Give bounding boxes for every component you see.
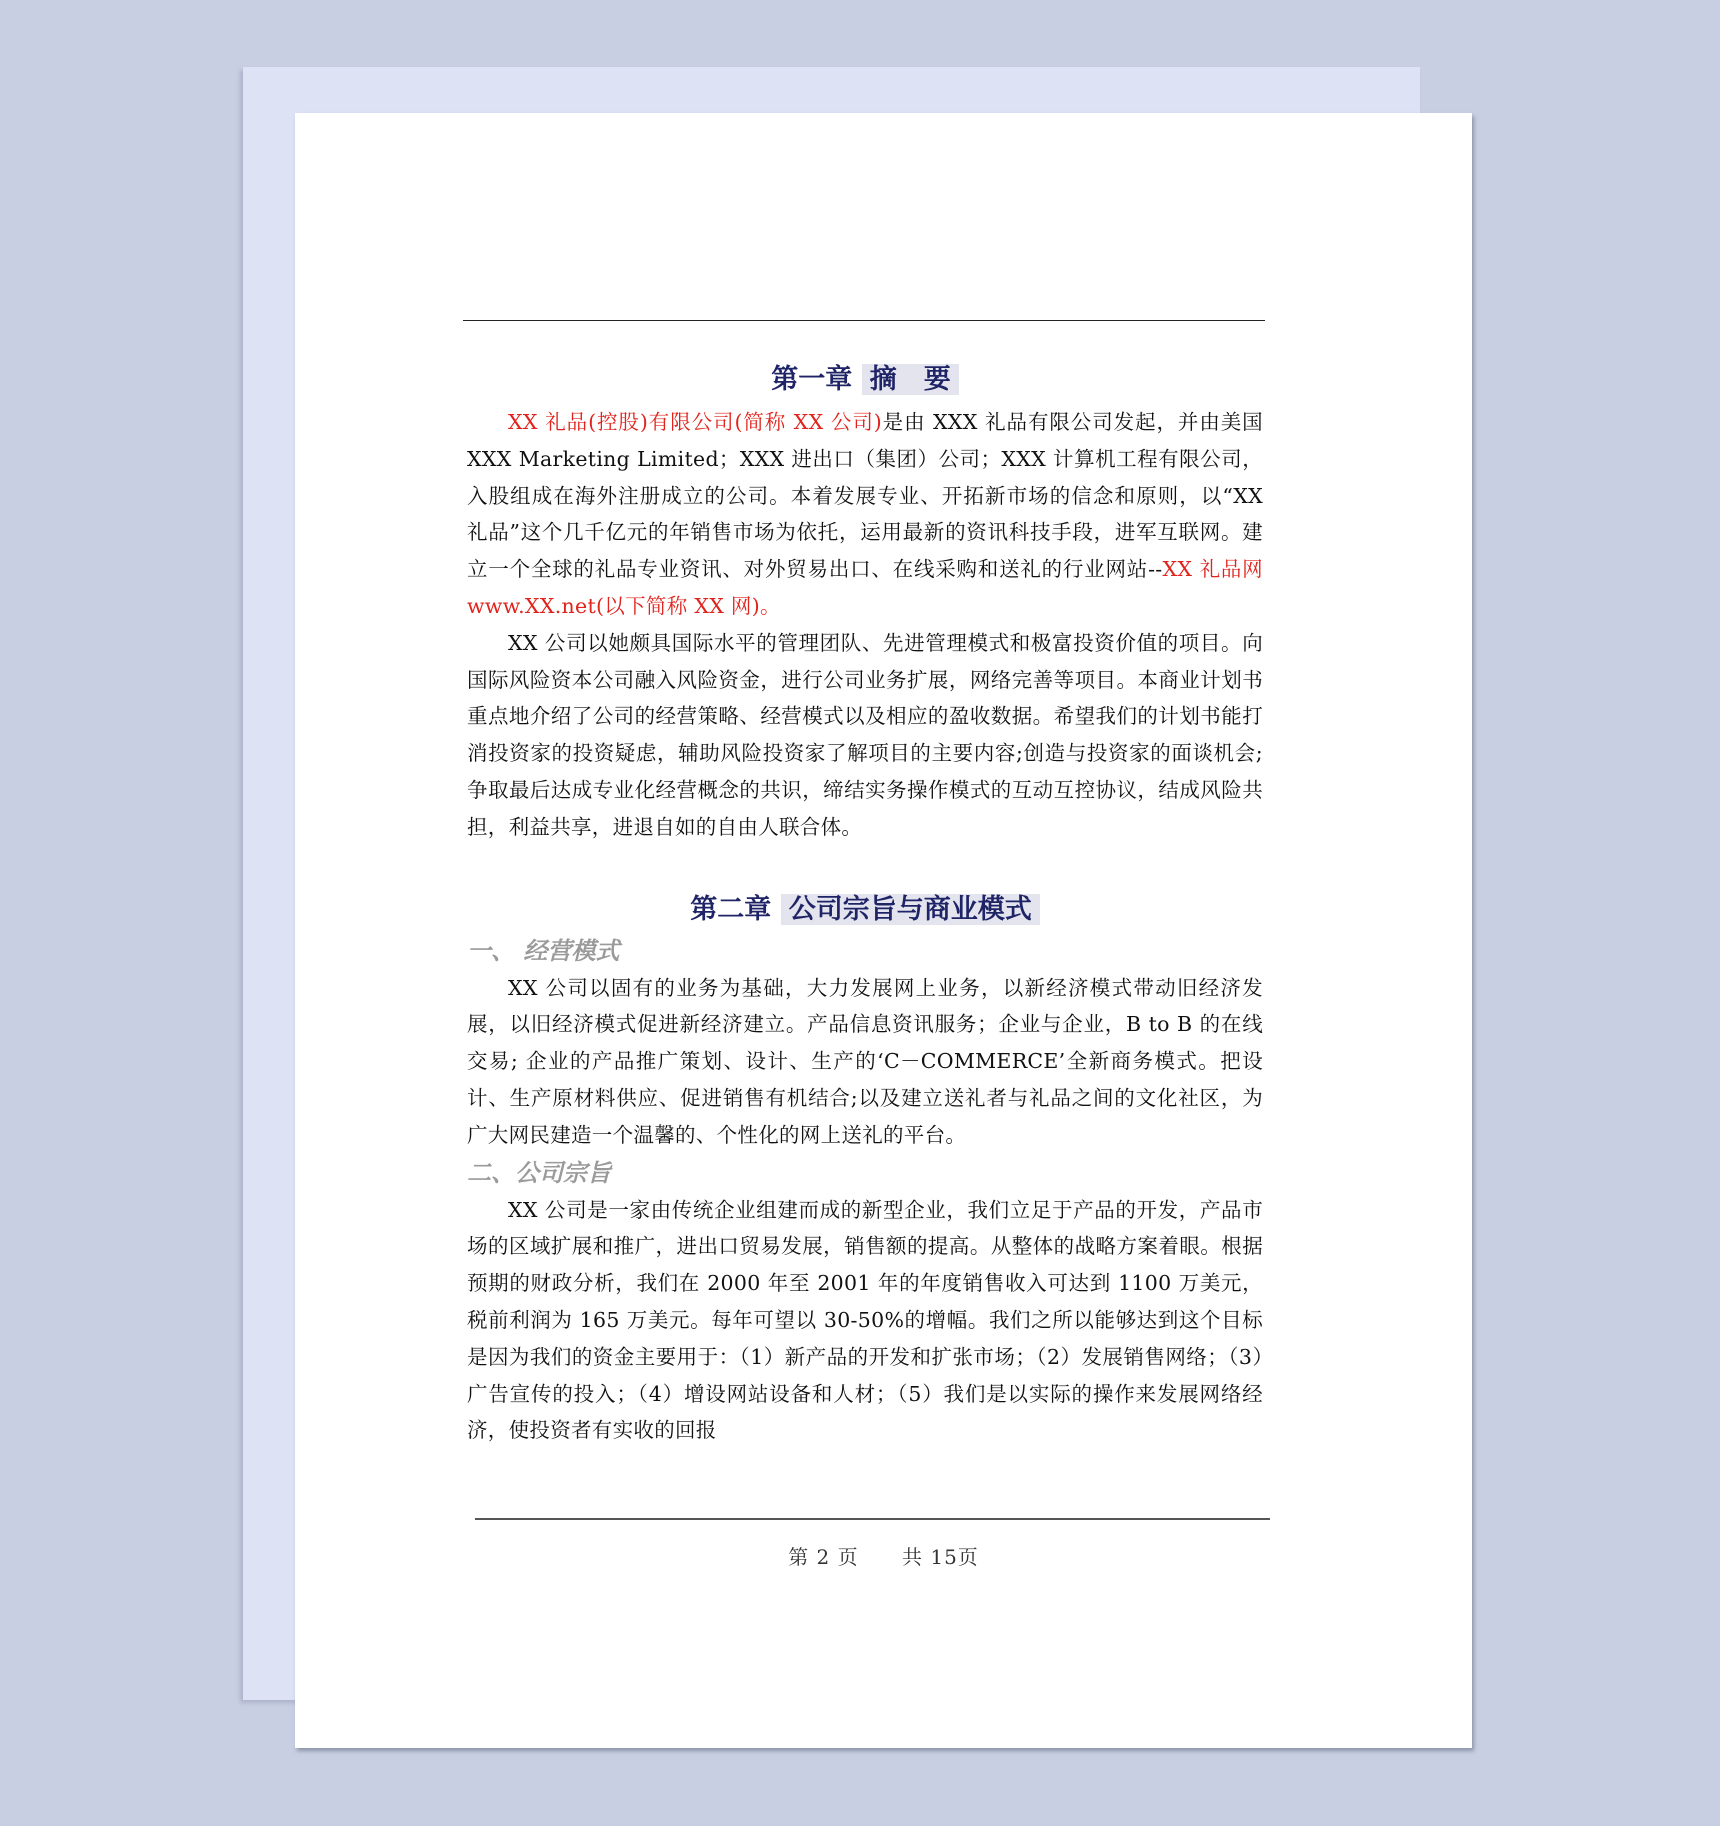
section-business-model-text: XX 公司以固有的业务为基础，大力发展网上业务，以新经济模式带动旧经济发展，以旧经济模式促进新经济建立。产品信息资讯服务；企业与企业，B to B 的在线交易; 企业的产品推广策划、设计、生产的‘C－COMMERCE’全新商务模式。把设计、生产原材料供应、促进销售有机结合;以及建立送礼者与礼品之间的文化社区，为广大网民建造一个温馨的、个性化的网上送礼的平台。 — [467, 975, 1263, 1147]
chapter1-paragraph-1 — [467, 404, 1263, 625]
footer-rule — [475, 1518, 1270, 1520]
page-content — [467, 358, 1263, 1449]
header-rule — [463, 320, 1265, 321]
document-page — [295, 113, 1472, 1748]
chapter1-paragraph-2: XX 公司以她颇具国际水平的管理团队、先进管理模式和极富投资价值的项目。向国际风险资本公司融入风险资金，进行公司业务扩展，网络完善等项目。本商业计划书重点地介绍了公司的经营策略、经营模式以及相应的盈收数据。希望我们的计划书能打消投资家的投资疑虑，辅助风险投资家了解项目的主要内容;创造与投资家的面谈机会;争取最后达成专业化经营概念的共识，缔结实务操作模式的互动互控协议，结成风险共担，利益共享，进退自如的自由人联合体。 — [467, 630, 1263, 839]
chapter1-number: 第一章 — [771, 364, 853, 395]
company-name-highlight: XX 礼品(控股)有限公司(简称 XX 公司) — [508, 410, 883, 434]
chapter1-title — [467, 358, 1263, 402]
paragraph-text: 是由 XXX 礼品有限公司发起，并由美国 XXX Marketing Limited；XXX 进出口（集团）公司；XXX 计算机工程有限公司，入股组成在海外注册成立的公司。本着发展专业、开拓新市场的信念和原则，以“XX 礼品”这个几千亿元的年销售市场为依托，运用最新的资讯科技手段，进军互联网。建立一个全球的礼品专业资讯、对外贸易出口、在线采购和送礼的行业网站-- — [467, 410, 1263, 582]
section-heading-business-model: 一、 经营模式 — [467, 936, 620, 965]
chapter2-number: 第二章 — [690, 893, 772, 925]
chapter1-name: 摘 要 — [862, 364, 959, 395]
chapter2-title — [467, 888, 1263, 932]
page-number: 第 2 页 — [788, 1545, 859, 1569]
section-company-purpose-text: XX 公司是一家由传统企业组建而成的新型企业，我们立足于产品的开发，产品市场的区域扩展和推广，进出口贸易发展，销售额的提高。从整体的战略方案着眼。根据预期的财政分析，我们在 2000 年至 2001 年的年度销售收入可达到 1100 万美元，税前利润为 165 万美元。每年可望以 30-50%的增幅。我们之所以能够达到这个目标是因为我们的资金主要用于：（1）新产品的开发和扩张市场；（2）发展销售网络；（3）广告宣传的投入；（4）增设网站设备和人材；（5）我们是以实际的操作来发展网络经济，使投资者有实收的回报 — [467, 1197, 1263, 1443]
page-footer — [295, 1541, 1472, 1570]
website-highlight: XX 礼品网 www.XX.net(以下简称 XX 网)。 — [467, 557, 1263, 618]
chapter2-name: 公司宗旨与商业模式 — [781, 894, 1040, 925]
section-heading-company-purpose: 二、公司宗旨 — [467, 1158, 611, 1187]
page-total: 共 15页 — [902, 1545, 979, 1569]
